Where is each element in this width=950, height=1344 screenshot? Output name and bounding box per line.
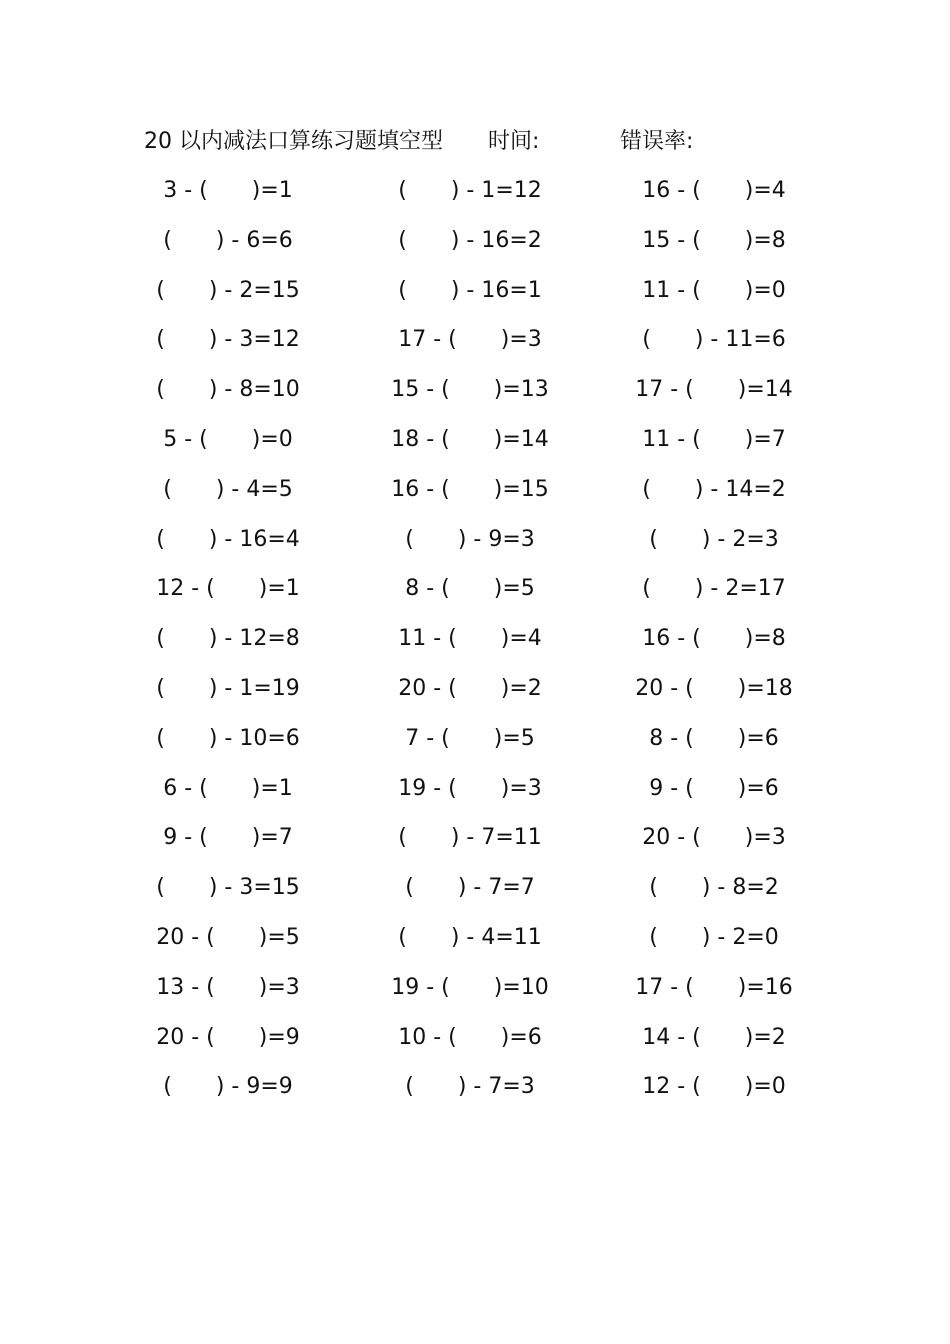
problem-item: 14 - ( )=2 [642,1024,786,1050]
problem-item: ( ) - 3=15 [156,875,300,901]
problem-item: 19 - ( )=10 [391,974,549,1000]
problem-item: ( ) - 16=1 [398,277,542,303]
problem-item: 7 - ( )=5 [405,725,535,751]
problem-row [0,365,950,415]
problem-item: 16 - ( )=8 [642,626,786,652]
problem-item: ( ) - 4=11 [398,924,542,950]
problem-item: ( ) - 3=12 [156,327,300,353]
problem-row [0,564,950,614]
problem-row [0,1013,950,1063]
problem-item: 13 - ( )=3 [156,974,300,1000]
problem-item: ( ) - 7=7 [405,875,535,901]
problem-row [0,863,950,913]
problem-item: 15 - ( )=13 [391,377,549,403]
error-rate-label: 错误率: [620,129,694,154]
problem-row [0,415,950,465]
problem-row [0,913,950,963]
problem-row [0,813,950,863]
time-label: 时间: [488,129,540,154]
problem-item: 6 - ( )=1 [163,775,293,801]
problem-item: 17 - ( )=16 [635,974,793,1000]
problem-row [0,963,950,1013]
problem-item: ( ) - 9=9 [163,1074,293,1100]
problem-row [0,1062,950,1112]
problem-row [0,614,950,664]
problem-item: 11 - ( )=0 [642,277,786,303]
problem-item: ( ) - 4=5 [163,476,293,502]
problem-item: 20 - ( )=5 [156,924,300,950]
problem-item: 12 - ( )=1 [156,576,300,602]
problem-item: ( ) - 11=6 [642,327,786,353]
problem-item: 17 - ( )=3 [398,327,542,353]
problem-item: ( ) - 2=15 [156,277,300,303]
problem-item: ( ) - 1=19 [156,675,300,701]
problem-item: 5 - ( )=0 [163,426,293,452]
problem-item: 16 - ( )=4 [642,178,786,203]
problem-item: 9 - ( )=7 [163,825,293,851]
problem-row [0,714,950,764]
problem-item: 20 - ( )=18 [635,675,793,701]
problem-row [0,266,950,316]
problem-grid [0,166,950,1112]
problem-item: ( ) - 9=3 [405,526,535,552]
problem-item: ( ) - 1=12 [398,178,542,203]
problem-item: ( ) - 16=4 [156,526,300,552]
worksheet-title: 20 以内减法口算练习题填空型 [144,129,443,154]
problem-item: 11 - ( )=4 [398,626,542,652]
problem-item: ( ) - 6=6 [163,227,293,253]
problem-item: ( ) - 12=8 [156,626,300,652]
problem-item: 8 - ( )=5 [405,576,535,602]
problem-item: ( ) - 7=11 [398,825,542,851]
problem-item: ( ) - 2=0 [649,924,779,950]
worksheet-header [0,124,950,160]
problem-item: 20 - ( )=9 [156,1024,300,1050]
problem-row [0,315,950,365]
problem-row [0,166,950,216]
problem-item: 10 - ( )=6 [398,1024,542,1050]
problem-item: 19 - ( )=3 [398,775,542,801]
problem-row [0,515,950,565]
problem-item: 12 - ( )=0 [642,1074,786,1100]
problem-item: 8 - ( )=6 [649,725,779,751]
problem-item: ( ) - 16=2 [398,227,542,253]
problem-row [0,465,950,515]
problem-item: 20 - ( )=3 [642,825,786,851]
problem-item: 18 - ( )=14 [391,426,549,452]
problem-item: 17 - ( )=14 [635,377,793,403]
problem-item: 11 - ( )=7 [642,426,786,452]
problem-item: ( ) - 10=6 [156,725,300,751]
problem-item: 9 - ( )=6 [649,775,779,801]
problem-row [0,764,950,814]
problem-item: ( ) - 2=17 [642,576,786,602]
problem-item: ( ) - 14=2 [642,476,786,502]
problem-item: ( ) - 7=3 [405,1074,535,1100]
problem-row [0,664,950,714]
problem-item: 15 - ( )=8 [642,227,786,253]
problem-item: 3 - ( )=1 [163,178,293,203]
problem-item: ( ) - 8=2 [649,875,779,901]
problem-item: ( ) - 2=3 [649,526,779,552]
problem-row [0,216,950,266]
problem-item: ( ) - 8=10 [156,377,300,403]
problem-item: 16 - ( )=15 [391,476,549,502]
problem-item: 20 - ( )=2 [398,675,542,701]
